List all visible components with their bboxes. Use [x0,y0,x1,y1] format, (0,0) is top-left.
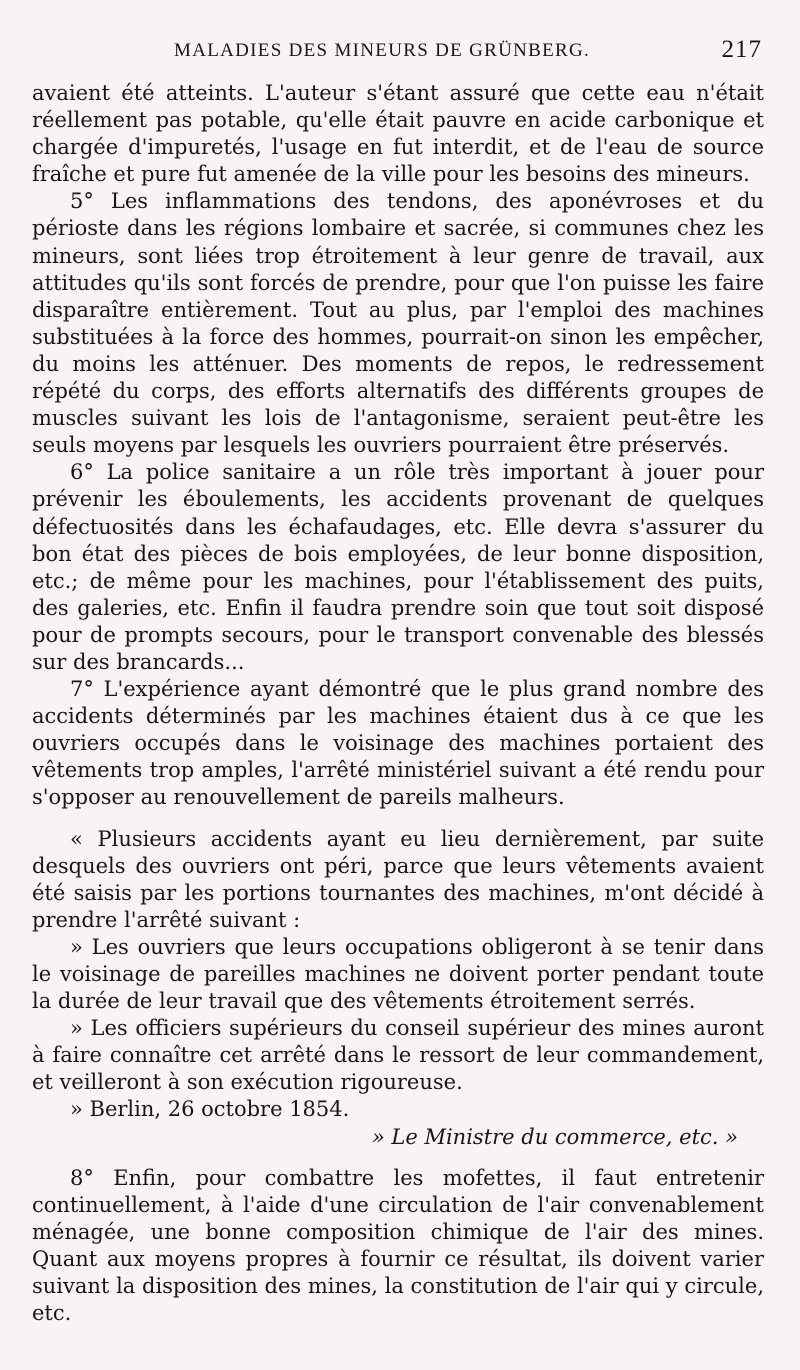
paragraph-item-8: 8° Enfin, pour combattre les mofettes, il faut entretenir continuellement, à l'aide d'une circulation de l'air convenablement ménagée, une bonne composition chimique de l'air des mines. Quant aux moyens propres à fournir ce résultat, ils doivent varier suivant la disposition des mines, la constitution de l'air qui y circule, etc. [32,1165,764,1326]
quoted-decree-article-1: » Les ouvriers que leurs occupations obligeront à se tenir dans le voisinage de pareilles machines ne doivent porter pendant toute la durée de leur travail que des vêtements étroitement serrés. [32,934,764,1014]
paragraph-continuation: avaient été atteints. L'auteur s'étant assuré que cette eau n'était réellement pas potable, qu'elle était pauvre en acide carbonique et chargée d'impuretés, l'usage en fut interdit, et de l'eau de source fraîche et pure fut amenée de la ville pour les besoins des mineurs. [32,81,764,187]
paragraph-item-7: 7° L'expérience ayant démontré que le plus grand nombre des accidents déterminés par les machines étaient dus à ce que les ouvriers occupés dans le voisinage des machines portaient des vêtements trop amples, l'arrêté ministériel suivant a été rendu pour s'opposer au renouvellement de pareils malheurs. [32,677,764,810]
running-head: MALADIES DES MINEURS DE GRÜNBERG. [174,40,591,61]
page-header [150,38,762,68]
decree-signature: » Le Ministre du commerce, etc. » [371,1124,738,1149]
quoted-decree-intro: « Plusieurs accidents ayant eu lieu dernièrement, par suite desquels des ouvriers ont péri, parce que leurs vêtements avaient été saisis par les portions tournantes des machines, m'ont décidé à prendre l'arrêté suivant : [32,826,764,932]
paragraph-item-6: 6° La police sanitaire a un rôle très important à jouer pour prévenir les éboulements, les accidents provenant de quelques défectuosités dans les échafaudages, etc. Elle devra s'assurer du bon état des pièces de bois employées, de leur bonne disposition, etc.; de même pour les machines, pour l'établissement des puits, des galeries, etc. Enfin il faudra prendre soin que tout soit disposé pour de prompts secours, pour le transport convenable des blessés sur des brancards... [32,460,764,674]
page-number: 217 [721,36,762,63]
body-text [32,80,764,1327]
quoted-decree-article-2: » Les officiers supérieurs du conseil supérieur des mines auront à faire connaître cet arrêté dans le ressort de leur commandement, et veilleront à son exécution rigoureuse. [32,1016,764,1095]
paragraph-item-5: 5° Les inflammations des tendons, des aponévroses et du périoste dans les régions lombaire et sacrée, si communes chez les mineurs, sont liées trop étroitement à leur genre de travail, aux attitudes qu'ils sont forcés de prendre, pour que l'on puisse les faire disparaître entièrement. Tout au plus, par l'emploi des machines substituées à la force des hommes, pourrait-on sinon les empêcher, du moins les atténuer. Des moments de repos, le redressement répété du corps, des efforts alternatifs des différents groupes de muscles suivant les lois de l'antagonisme, seraient peut-être les seuls moyens par lesquels les ouvriers pourraient être préservés. [32,189,764,458]
decree-date-line: » Berlin, 26 octobre 1854. [70,1097,350,1122]
